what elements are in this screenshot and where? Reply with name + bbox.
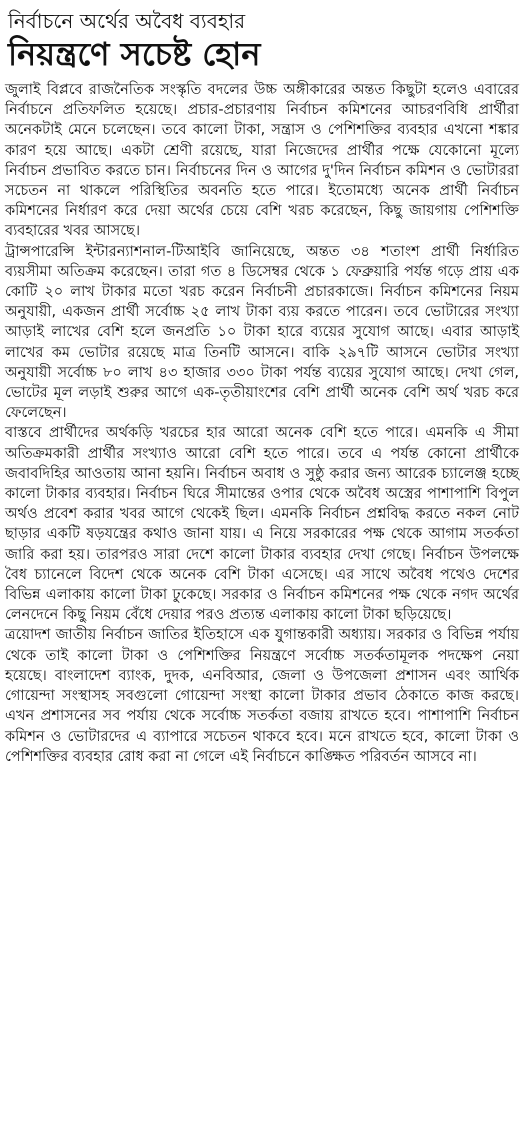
article-paragraph-2: ট্রান্সপারেন্সি ইন্টারন্যাশনাল-টিআইবি জানিয়েছে, অন্তত ৩৪ শতাংশ প্রার্থী নির্ধারিত ব্যয়সীমা অতিক্রম করেছেন। তারা গত ৪ ডিসেম্বর থেকে ১ ফেব্রুয়ারি পর্যন্ত গড়ে প্রায় এক কোটি ২০ লাখ টাকার মতো খরচ করেন নির্বাচনী প্রচারকাজে। নির্বাচন কমিশনের নিয়ম অনুযায়ী, একজন প্রার্থী সর্বোচ্চ ২৫ লাখ টাকা ব্যয় করতে পারেন। তবে ভোটারের সংখ্যা আড়াই লাখের বেশি হলে জনপ্রতি ১০ টাকা হারে ব্যয়ের সুযোগ আছে। এবার আড়াই লাখের কম ভোটার রয়েছে মাত্র তিনটি আসনে। বাকি ২৯৭টি আসনে ভোটার সংখ্যা অনুযায়ী সর্বোচ্চ ৮০ লাখ ৪৩ হাজার ৩৩০ টাকা পর্যন্ত ব্যয়ের সুযোগ আছে। দেখা গেল, ভোটের মূল লড়াই শুরুর আগে এক-তৃতীয়াংশের বেশি প্রার্থী অনেক বেশি অর্থ খরচ করে ফেলেছেন। [5,243,519,422]
article-kicker: নির্বাচনে অর্থের অবৈধ ব্যবহার [8,9,246,33]
article-headline: নিয়ন্ত্রণে সচেষ্ট হোন [8,35,261,73]
article-paragraph-3: বাস্তবে প্রার্থীদের অর্থকড়ি খরচের হার আরো অনেক বেশি হতে পারে। এমনকি এ সীমা অতিক্রমকারী প্রার্থীর সংখ্যাও আরো বেশি হতে পারে। তবে এ পর্যন্ত কোনো প্রার্থীকে জবাবদিহির আওতায় আনা হয়নি। নির্বাচন অবাধ ও সুষ্ঠু করার জন্য আরেক চ্যালেঞ্জ হচ্ছে কালো টাকার ব্যবহার। নির্বাচন ঘিরে সীমান্তের ওপার থেকে অবৈধ অস্ত্রের পাশাপাশি বিপুল অর্থও প্রবেশ করার খবর আগে থেকেই ছিল। এমনকি নির্বাচন প্রশ্নবিদ্ধ করতে নকল নোট ছাড়ার একটি ষড়যন্ত্রের কথাও জানা যায়। এ নিয়ে সরকারের পক্ষ থেকে আগাম সতর্কতা জারি করা হয়। তারপরও সারা দেশে কালো টাকার ব্যবহার দেখা গেছে। নির্বাচন উপলক্ষে বৈধ চ্যানেলে বিদেশ থেকে অনেক বেশি টাকা এসেছে। এর সাথে অবৈধ পথেও দেশের বিভিন্ন এলাকায় কালো টাকা ঢুকেছে। সরকার ও নির্বাচন কমিশনের পক্ষ থেকে নগদ অর্থের লেনদেনে কিছু নিয়ম বেঁধে দেয়ার পরও প্রত্যন্ত এলাকায় কালো টাকা ছড়িয়েছে। [5,425,519,624]
article-paragraph-1: জুলাই বিপ্লবে রাজনৈতিক সংস্কৃতি বদলের উচ্চ অঙ্গীকারের অন্তত কিছুটা হলেও এবারের নির্বাচনে প্রতিফলিত হয়েছে। প্রচার-প্রচারণায় নির্বাচন কমিশনের আচরণবিধি প্রার্থীরা অনেকটাই মেনে চলেছেন। তবে কালো টাকা, সন্ত্রাস ও পেশিশক্তির ব্যবহার এখনো শঙ্কার কারণ হয়ে আছে। একটা শ্রেণী রয়েছে, যারা নিজেদের প্রার্থীর পক্ষে যেকোনো মূল্যে নির্বাচন প্রভাবিত করতে চান। নির্বাচনের দিন ও আগের দু'দিন নির্বাচন কমিশন ও ভোটাররা সচেতন না থাকলে পরিস্থিতির অবনতি হতে পারে। ইতোমধ্যে অনেক প্রার্থী নির্বাচন কমিশনের নির্ধারণ করে দেয়া অর্থের চেয়ে বেশি খরচ করেছেন, কিছু জায়গায় পেশিশক্তি ব্যবহারের খবর আসছে। [5,82,519,240]
article-paragraph-4: ত্রয়োদশ জাতীয় নির্বাচন জাতির ইতিহাসে এক যুগান্তকারী অধ্যায়। সরকার ও বিভিন্ন পর্যায় থেকে তাই কালো টাকা ও পেশিশক্তির নিয়ন্ত্রণে সর্বোচ্চ সতর্কতামূলক পদক্ষেপ নেয়া হয়েছে। বাংলাদেশ ব্যাংক, দুদক, এনবিআর, জেলা ও উপজেলা প্রশাসন এবং আর্থিক গোয়েন্দা সংস্থাসহ সবগুলো গোয়েন্দা সংস্থা কালো টাকার প্রভাব ঠেকাতে কাজ করছে। এখন প্রশাসনের সব পর্যায় থেকে সর্বোচ্চ সতর্কতা বজায় রাখতে হবে। পাশাপাশি নির্বাচন কমিশন ও ভোটারদের এ ব্যাপারে সচেতন থাকবে হবে। মনে রাখতে হবে, কালো টাকা ও পেশিশক্তির ব্যবহার রোধ করা না গেলে এই নির্বাচনে কাঙ্ক্ষিত পরিবর্তন আসবে না। [5,627,519,765]
